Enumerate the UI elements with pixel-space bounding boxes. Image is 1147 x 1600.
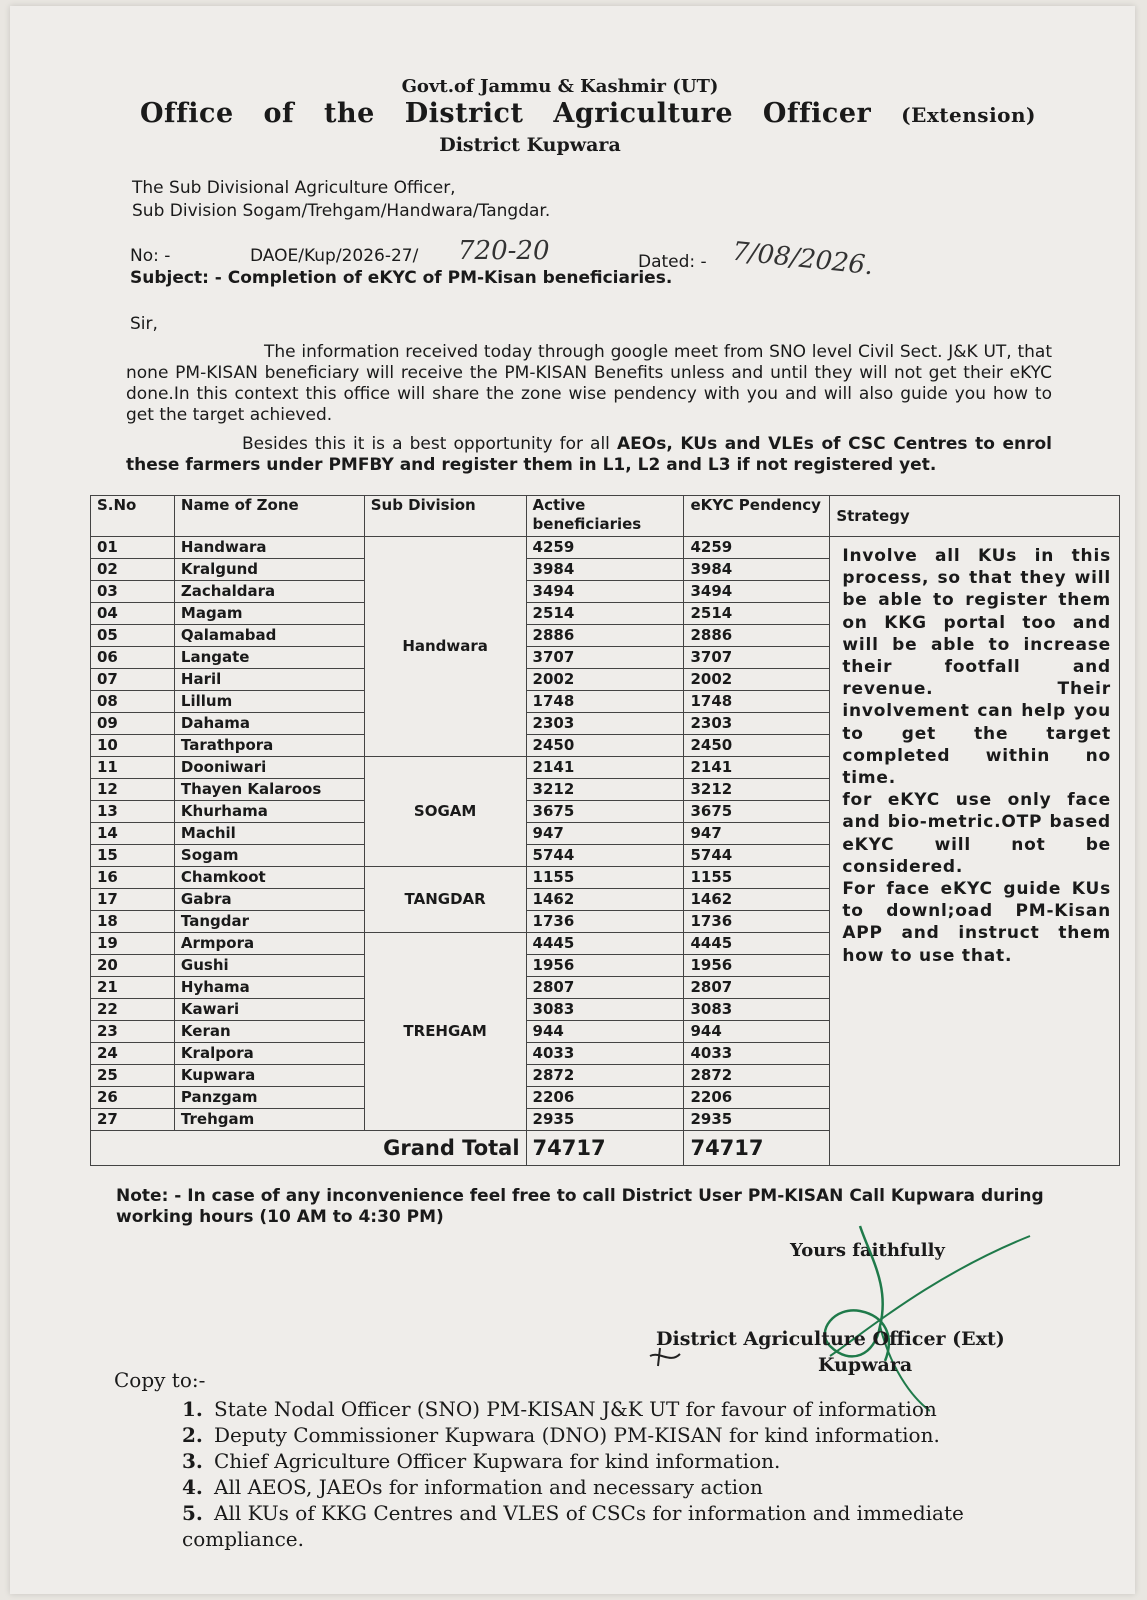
subject-line: Subject: - Completion of eKYC of PM-Kisan beneficiaries. <box>130 268 673 288</box>
cell-pendency: 2935 <box>684 1109 830 1131</box>
cell-sno: 08 <box>91 691 175 713</box>
copy-to-item <box>182 1500 1082 1552</box>
body-paragraph-2-normal: Besides this it is a best opportunity for all <box>242 434 610 454</box>
copy-to-number: 2. <box>182 1423 203 1447</box>
body-paragraph-2-bold: AEOs, KUs and VLEs of CSC Centres to enrol these farmers under PMFBY and register them in L1, L2 and L3 if not registered yet. <box>126 434 1053 475</box>
cell-pendency: 2002 <box>684 669 830 691</box>
cell-active: 3083 <box>526 999 684 1021</box>
cell-zone: Langate <box>174 647 364 669</box>
cell-zone: Sogam <box>174 845 364 867</box>
cell-pendency: 2886 <box>684 625 830 647</box>
cell-sno: 22 <box>91 999 175 1021</box>
cell-pendency: 2141 <box>684 757 830 779</box>
copy-to-label: Copy to:- <box>114 1368 206 1392</box>
header-pendency: eKYC Pendency <box>684 496 830 537</box>
body-paragraph-1: The information received today through google meet from SNO level Civil Sect. J&K UT, that none PM-KISAN beneficiary will receive the PM-KISAN Benefits unless and until they will not get their eKYC done.In this context this office will share the zone wise pendency with you and will also guide you how to get the target achieved. <box>126 342 1052 425</box>
copy-to-list <box>182 1396 1082 1552</box>
cell-zone: Kralgund <box>174 559 364 581</box>
ref-no-label: No: - <box>130 246 171 266</box>
dated-label: Dated: - <box>638 252 707 272</box>
cell-sno: 03 <box>91 581 175 603</box>
cell-pendency: 3494 <box>684 581 830 603</box>
office-suffix: (Extension) <box>901 103 1037 127</box>
cell-pendency: 3984 <box>684 559 830 581</box>
cell-sno: 14 <box>91 823 175 845</box>
copy-to-item <box>182 1448 1082 1474</box>
cell-active: 2206 <box>526 1087 684 1109</box>
header-zone: Name of Zone <box>174 496 364 537</box>
cell-pendency: 2807 <box>684 977 830 999</box>
ref-no-value: DAOE/Kup/2026-27/ <box>250 246 419 266</box>
grand-total-active: 74717 <box>526 1131 684 1166</box>
letter-page <box>10 6 1135 1594</box>
cell-sno: 20 <box>91 955 175 977</box>
district-heading: District Kupwara <box>439 134 621 156</box>
grand-total-label: Grand Total <box>91 1131 527 1166</box>
cell-pendency: 4445 <box>684 933 830 955</box>
pendency-table <box>90 495 1120 1166</box>
signature-mark <box>630 1216 1050 1416</box>
cell-active: 3984 <box>526 559 684 581</box>
cell-sno: 13 <box>91 801 175 823</box>
header-sno: S.No <box>91 496 175 537</box>
cell-pendency: 3675 <box>684 801 830 823</box>
cell-pendency: 2450 <box>684 735 830 757</box>
cell-sno: 16 <box>91 867 175 889</box>
cell-pendency: 2872 <box>684 1065 830 1087</box>
note-text: Note: - In case of any inconvenience feel free to call District User PM-KISAN Call Kupwara during working hours (10 AM to 4:30 PM) <box>116 1186 1044 1227</box>
cell-active: 2303 <box>526 713 684 735</box>
cell-sno: 10 <box>91 735 175 757</box>
cell-sno: 02 <box>91 559 175 581</box>
cell-zone: Machil <box>174 823 364 845</box>
cell-active: 944 <box>526 1021 684 1043</box>
cell-zone: Zachaldara <box>174 581 364 603</box>
cell-active: 3494 <box>526 581 684 603</box>
cell-zone: Keran <box>174 1021 364 1043</box>
cell-pendency: 4033 <box>684 1043 830 1065</box>
cell-zone: Trehgam <box>174 1109 364 1131</box>
copy-to-number: 4. <box>182 1475 203 1499</box>
cell-zone: Hyhama <box>174 977 364 999</box>
copy-to-number: 3. <box>182 1449 203 1473</box>
cell-active: 4445 <box>526 933 684 955</box>
copy-to-text: All AEOS, JAEOs for information and necessary action <box>214 1475 763 1499</box>
cell-sno: 05 <box>91 625 175 647</box>
cell-sno: 27 <box>91 1109 175 1131</box>
cell-zone: Kupwara <box>174 1065 364 1087</box>
cell-sno: 21 <box>91 977 175 999</box>
copy-to-number: 1. <box>182 1397 203 1421</box>
cell-zone: Gushi <box>174 955 364 977</box>
cell-zone: Handwara <box>174 537 364 559</box>
cell-active: 2141 <box>526 757 684 779</box>
cell-pendency: 1956 <box>684 955 830 977</box>
cell-zone: Tarathpora <box>174 735 364 757</box>
cell-zone: Kralpora <box>174 1043 364 1065</box>
office-heading <box>140 98 1036 129</box>
header-subdivision: Sub Division <box>364 496 526 537</box>
cell-active: 2872 <box>526 1065 684 1087</box>
cell-active: 1462 <box>526 889 684 911</box>
cell-active: 2450 <box>526 735 684 757</box>
grand-total-pendency: 74717 <box>684 1131 830 1166</box>
cell-zone: Chamkoot <box>174 867 364 889</box>
cell-active: 5744 <box>526 845 684 867</box>
ref-no-handwritten: 720-20 <box>458 236 550 266</box>
cell-active: 3675 <box>526 801 684 823</box>
cell-active: 2002 <box>526 669 684 691</box>
copy-to-text: Chief Agriculture Officer Kupwara for kind information. <box>214 1449 781 1473</box>
cell-pendency: 944 <box>684 1021 830 1043</box>
cell-pendency: 1736 <box>684 911 830 933</box>
cell-sno: 01 <box>91 537 175 559</box>
signatory-place: Kupwara <box>818 1354 913 1376</box>
cell-subdivision: TREHGAM <box>364 933 526 1131</box>
copy-to-text: State Nodal Officer (SNO) PM-KISAN J&K UT for favour of information <box>214 1397 937 1421</box>
dated-handwritten: 7/08/2026. <box>730 236 875 282</box>
cell-active: 1956 <box>526 955 684 977</box>
cell-active: 1748 <box>526 691 684 713</box>
cell-sno: 04 <box>91 603 175 625</box>
body-paragraph-2 <box>126 434 1052 476</box>
cell-sno: 24 <box>91 1043 175 1065</box>
cell-subdivision: Handwara <box>364 537 526 757</box>
cell-active: 2935 <box>526 1109 684 1131</box>
closing: Yours faithfully <box>790 1240 945 1261</box>
cell-sno: 25 <box>91 1065 175 1087</box>
cell-zone: Tangdar <box>174 911 364 933</box>
addressee-line-1: The Sub Divisional Agriculture Officer, <box>132 178 456 198</box>
office-title: Office of the District Agriculture Officer <box>140 98 872 129</box>
cell-sno: 07 <box>91 669 175 691</box>
cell-sno: 15 <box>91 845 175 867</box>
cell-active: 947 <box>526 823 684 845</box>
cell-pendency: 3707 <box>684 647 830 669</box>
copy-to-number: 5. <box>182 1501 203 1525</box>
cell-subdivision: TANGDAR <box>364 867 526 933</box>
table-row <box>91 537 1120 559</box>
cell-active: 4033 <box>526 1043 684 1065</box>
cell-pendency: 2206 <box>684 1087 830 1109</box>
copy-to-item <box>182 1474 1082 1500</box>
cell-pendency: 947 <box>684 823 830 845</box>
cell-pendency: 5744 <box>684 845 830 867</box>
cell-sno: 17 <box>91 889 175 911</box>
cell-pendency: 4259 <box>684 537 830 559</box>
cell-active: 1155 <box>526 867 684 889</box>
cell-pendency: 3212 <box>684 779 830 801</box>
cell-pendency: 1155 <box>684 867 830 889</box>
cell-active: 2514 <box>526 603 684 625</box>
cell-sno: 12 <box>91 779 175 801</box>
cell-pendency: 1462 <box>684 889 830 911</box>
cell-zone: Dooniwari <box>174 757 364 779</box>
cell-zone: Magam <box>174 603 364 625</box>
cell-zone: Haril <box>174 669 364 691</box>
cell-active: 2886 <box>526 625 684 647</box>
copy-to-text: All KUs of KKG Centres and VLES of CSCs for information and immediate compliance. <box>182 1501 964 1551</box>
cell-active: 4259 <box>526 537 684 559</box>
cell-sno: 19 <box>91 933 175 955</box>
header-strategy: Strategy <box>830 496 1120 537</box>
cell-zone: Gabra <box>174 889 364 911</box>
table-header-row <box>91 496 1120 537</box>
cell-zone: Armpora <box>174 933 364 955</box>
copy-to-item <box>182 1422 1082 1448</box>
cell-zone: Qalamabad <box>174 625 364 647</box>
cell-zone: Khurhama <box>174 801 364 823</box>
cell-sno: 11 <box>91 757 175 779</box>
cell-sno: 23 <box>91 1021 175 1043</box>
cell-zone: Dahama <box>174 713 364 735</box>
addressee-line-2: Sub Division Sogam/Trehgam/Handwara/Tangdar. <box>132 201 551 221</box>
cell-active: 1736 <box>526 911 684 933</box>
cell-active: 3212 <box>526 779 684 801</box>
cell-zone: Panzgam <box>174 1087 364 1109</box>
salutation: Sir, <box>130 314 158 334</box>
cell-sno: 06 <box>91 647 175 669</box>
cell-pendency: 1748 <box>684 691 830 713</box>
cell-active: 3707 <box>526 647 684 669</box>
copy-to-item <box>182 1396 1082 1422</box>
cell-zone: Kawari <box>174 999 364 1021</box>
govt-heading: Govt.of Jammu & Kashmir (UT) <box>401 76 719 97</box>
cell-sno: 09 <box>91 713 175 735</box>
cell-pendency: 2514 <box>684 603 830 625</box>
cell-strategy: Involve all KUs in this process, so that they will be able to register them on KKG portal too and will be able to increase their footfall and revenue. Their involvement can help you to get the target completed within no time. for eKYC use only face and bio-metric.OTP based eKYC will not be considered. For face eKYC guide KUs to downl;oad PM-Kisan APP and instruct them how to use that. <box>830 537 1120 1166</box>
cell-subdivision: SOGAM <box>364 757 526 867</box>
cell-pendency: 2303 <box>684 713 830 735</box>
cell-sno: 26 <box>91 1087 175 1109</box>
cell-active: 2807 <box>526 977 684 999</box>
signatory-designation: District Agriculture Officer (Ext) <box>656 1328 1005 1350</box>
cell-zone: Thayen Kalaroos <box>174 779 364 801</box>
cell-sno: 18 <box>91 911 175 933</box>
header-active: Active beneficiaries <box>526 496 684 537</box>
copy-to-text: Deputy Commissioner Kupwara (DNO) PM-KISAN for kind information. <box>214 1423 940 1447</box>
cell-pendency: 3083 <box>684 999 830 1021</box>
table-body <box>91 537 1120 1166</box>
cell-zone: Lillum <box>174 691 364 713</box>
